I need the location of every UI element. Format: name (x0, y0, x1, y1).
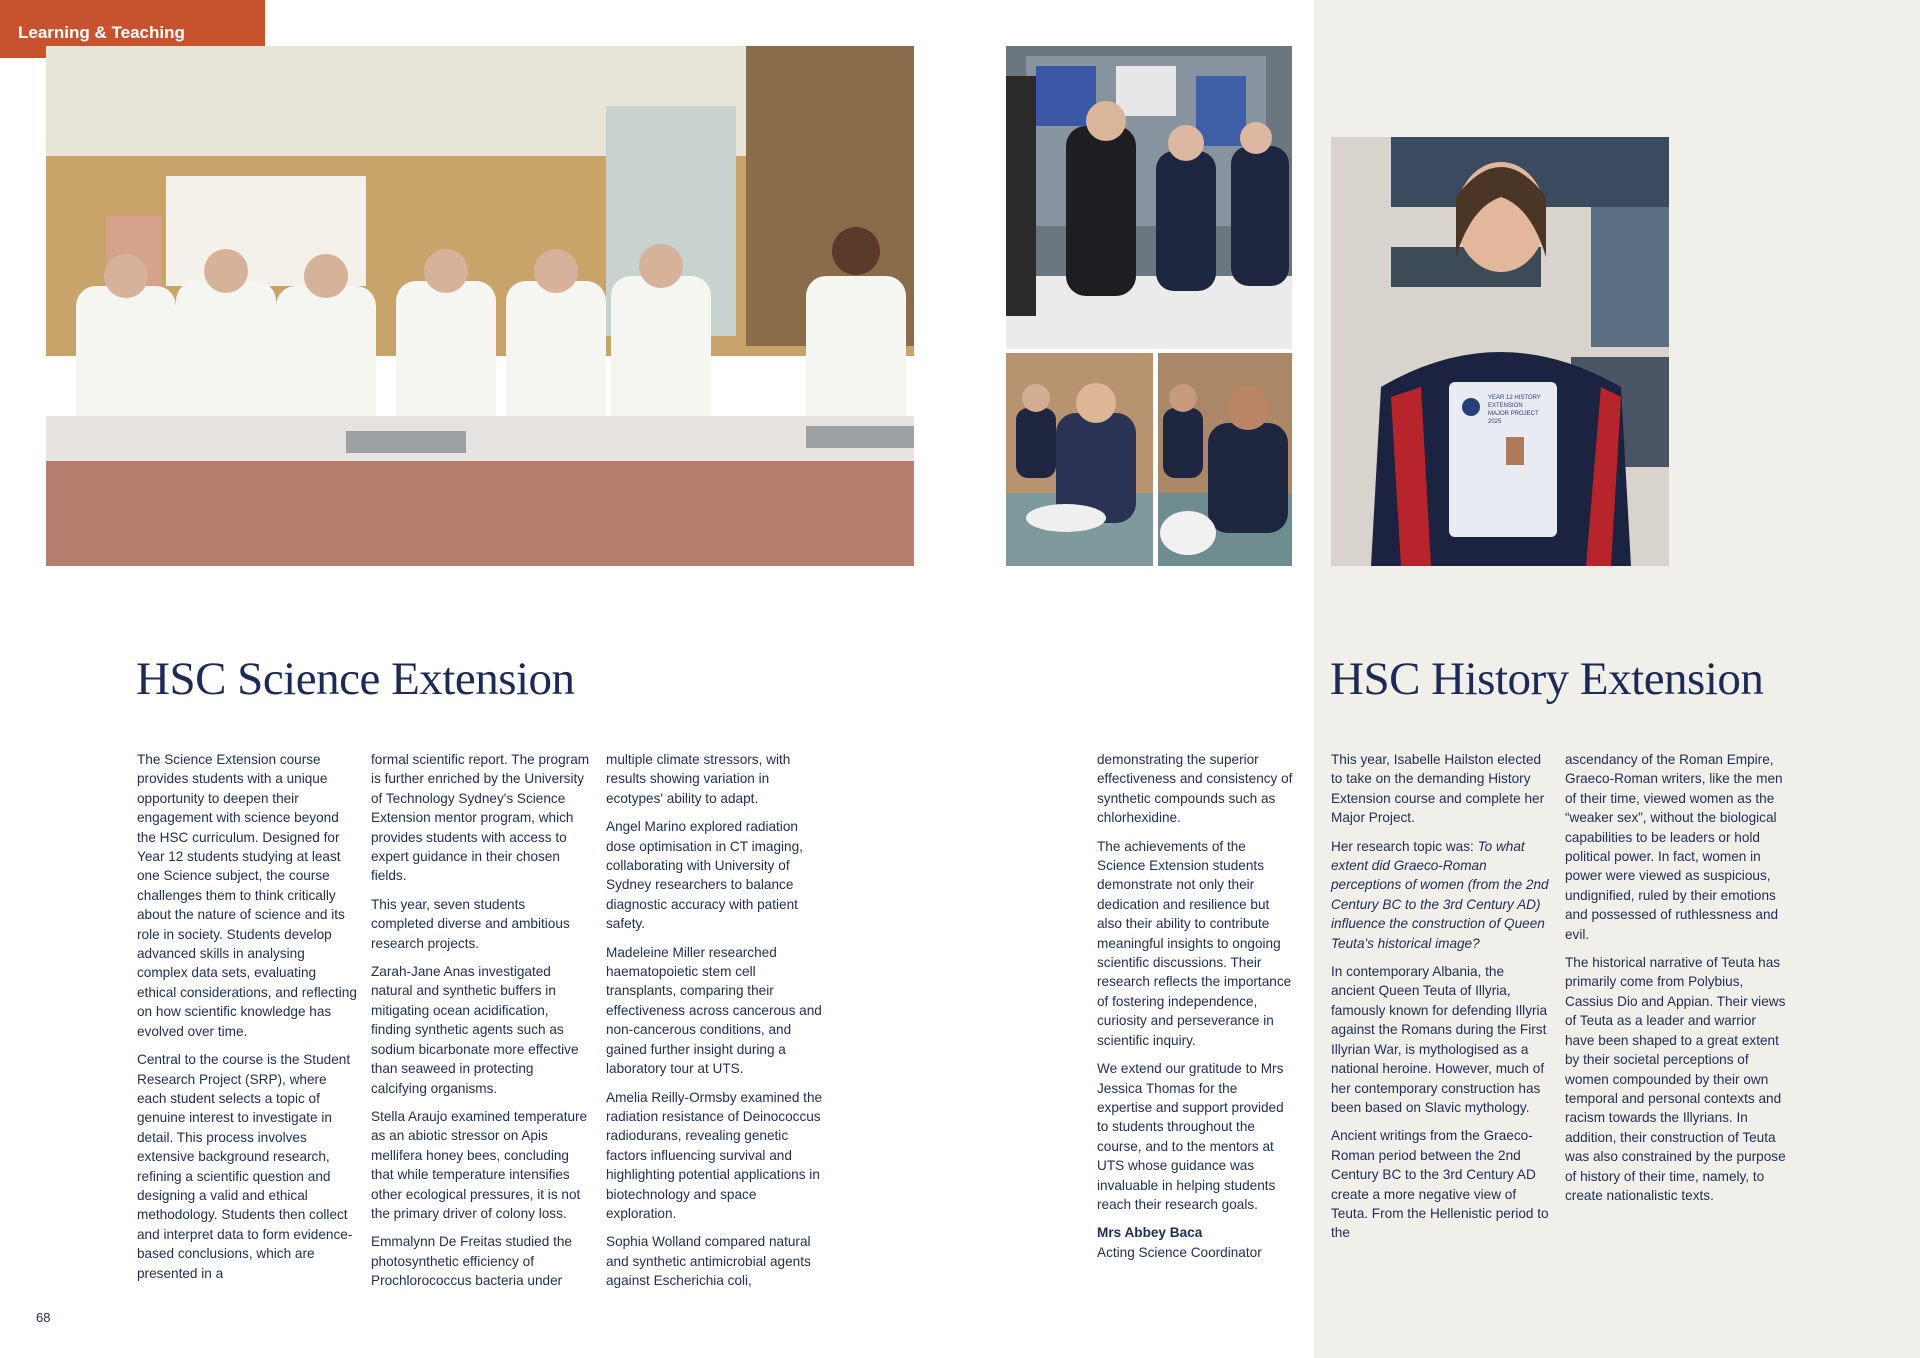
science-paragraph: demonstrating the superior effectiveness and consistency of synthetic compounds such as chlorhexidine. (1097, 752, 1293, 826)
signature-role: Acting Science Coordinator (1097, 1244, 1262, 1260)
science-paragraph: Angel Marino explored radiation dose optimisation in CT imaging, collaborating with University of Sydney researchers to balance diagnostic accuracy with patient safety. (606, 819, 803, 932)
science-paragraph: The Science Extension course provides students with a unique opportunity to deepen their engagement with science beyond the HSC curriculum. Designed for Year 12 students studying at least one Science subject, the course challenges them to think critically about the nature of science and its role in society. Students develop advanced skills in analysing complex data sets, evaluating ethical considerations, and reflecting on how scientific knowledge has evolved over time. (137, 752, 357, 1039)
science-paragraph: Sophia Wolland compared natural and synthetic antimicrobial agents against Escherichia coli, (606, 1234, 811, 1289)
history-heading: HSC History Extension (1330, 653, 1764, 705)
booklet-title-line-4: 2025 (1488, 419, 1502, 425)
science-paragraph: Emmalynn De Freitas studied the photosynthetic efficiency of Prochlorococcus bacteria under (371, 1234, 572, 1289)
booklet-title-line-1: YEAR 12 HISTORY (1488, 395, 1541, 401)
history-research-topic (1331, 837, 1551, 953)
research-topic-lead: Her research topic was: (1331, 838, 1478, 854)
science-paragraph: Zarah-Jane Anas investigated natural and synthetic buffers in mitigating ocean acidification, finding synthetic agents such as sodium bicarbonate more effective than seaweed in protecting calcifying organisms. (371, 964, 579, 1096)
history-paragraph: Ancient writings from the Graeco-Roman period between the 2nd Century BC to the 3rd Century AD create a more negative view of Teuta. From the Hellenistic period to the (1331, 1128, 1549, 1241)
project-booklet-cover (1488, 394, 1558, 426)
science-column-1 (137, 750, 357, 1292)
science-paragraph: The achievements of the Science Extension students demonstrate not only their dedication and resilience but also their ability to contribute meaningful insights to ongoing scientific discussions. Their research reflects the importance of fostering independence, curiosity and perseverance in scientific inquiry. (1097, 838, 1292, 1048)
student-gloves-photo (1158, 353, 1292, 566)
science-column-4 (1097, 750, 1295, 1262)
lab-group-photo (46, 46, 914, 566)
students-presentation-photo (1006, 46, 1292, 349)
science-paragraph: multiple climate stressors, with results showing variation in ecotypes' ability to adapt. (606, 752, 791, 806)
science-paragraph: formal scientific report. The program is further enriched by the University of Technology Sydney's Science Extension mentor program, which provides students with access to expert guidance in their chosen fields. (371, 752, 590, 884)
history-paragraph: ascendancy of the Roman Empire, Graeco-Roman writers, like the men of their time, viewed women as the “weaker sex”, without the biological capabilities to be leaders or hold political power. In fact, women in power were viewed as suspicious, undignified, ruled by their emotions and possessed of ruthlessness and evil. (1565, 752, 1783, 942)
section-tag: Learning & Teaching (0, 0, 265, 58)
history-column-2 (1565, 750, 1787, 1214)
history-student-photo (1331, 137, 1669, 566)
science-paragraph: This year, seven students completed diverse and ambitious research projects. (371, 896, 570, 951)
science-paragraph: Central to the course is the Student Research Project (SRP), where each student selects a topic of genuine interest to investigate in detail. This process involves extensive background research, refining a scientific question and designing a valid and ethical methodology. Students then collect and interpret data to form evidence-based conclusions, which are presented in a (137, 1052, 353, 1281)
science-paragraph: Amelia Reilly-Ormsby examined the radiation resistance of Deinococcus radiodurans, revealing genetic factors influencing survival and highlighting potential applications in biotechnology and space exploration. (606, 1089, 823, 1221)
booklet-title-line-2: EXTENSION (1488, 403, 1523, 409)
science-paragraph: Madeleine Miller researched haematopoietic stem cell transplants, comparing their effectiveness across cancerous and non-cancerous conditions, and gained further insight during a laboratory tour at UTS. (606, 944, 822, 1077)
history-paragraph: In contemporary Albania, the ancient Queen Teuta of Illyria, famously known for defending Illyria against the Romans during the First Illyrian War, is mythologised as a national heroine. However, much of her contemporary construction has been based on Slavic mythology. (1331, 964, 1548, 1115)
page-number: 68 (36, 1310, 51, 1325)
history-paragraph: The historical narrative of Teuta has primarily come from Polybius, Cassius Dio and Appian. Their views of Teuta as a leader and warrior have been shaped to a great extent by their societal perceptions of women compounded by their own temporal and personal contexts and racism towards the Illyrians. In addition, their construction of Teuta was also constrained by the purpose of history of their time, namely, to create nationalistic texts. (1565, 955, 1786, 1203)
history-paragraph: This year, Isabelle Hailston elected to take on the demanding History Extension course and complete her Major Project. (1331, 752, 1545, 826)
booklet-title-line-3: MAJOR PROJECT (1488, 411, 1539, 417)
student-experiment-photo (1006, 353, 1153, 566)
research-topic-question: To what extent did Graeco-Roman perceptions of women (from the 2nd Century BC to the 3rd Century AD) influence the construction of Queen Teuta's historical image? (1331, 838, 1549, 951)
history-column-1 (1331, 750, 1551, 1252)
science-column-2 (371, 750, 591, 1300)
science-paragraph: Stella Araujo examined temperature as an abiotic stressor on Apis mellifera honey bees, concluding that while temperature intensifies other ecological pressures, it is not the primary driver of colony loss. (371, 1108, 588, 1221)
science-column-3 (606, 750, 828, 1300)
science-paragraph: We extend our gratitude to Mrs Jessica Thomas for the expertise and support provided to students throughout the course, and to the mentors at UTS whose guidance was invaluable in helping students reach their research goals. (1097, 1061, 1284, 1212)
signature-name: Mrs Abbey Baca (1097, 1225, 1203, 1241)
science-heading: HSC Science Extension (136, 653, 575, 705)
